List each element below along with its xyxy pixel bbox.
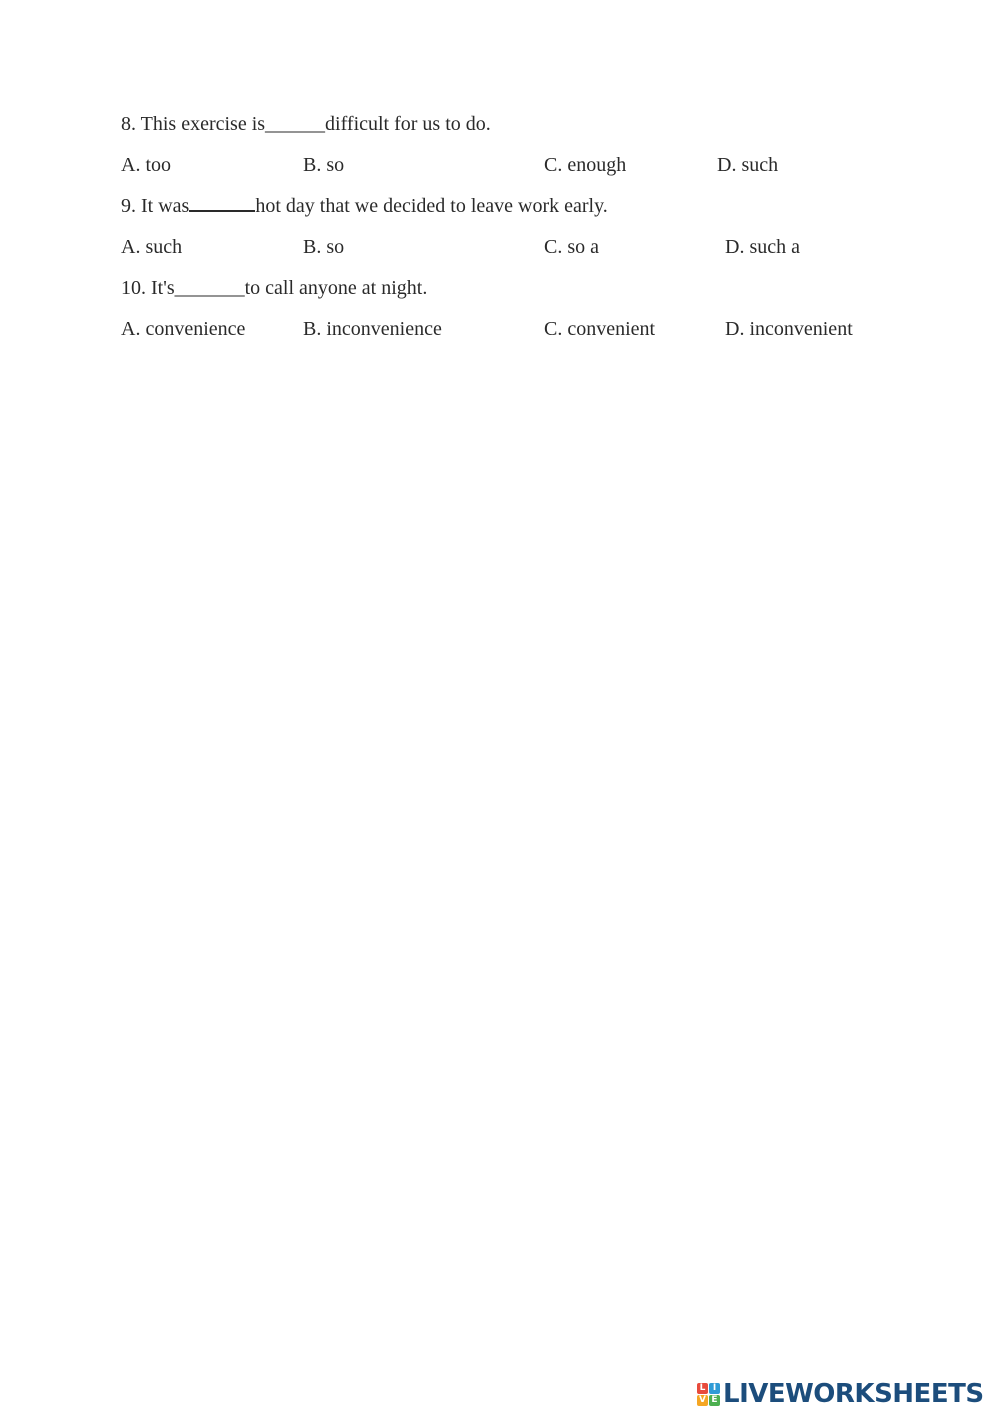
logo-letter: V [697,1395,708,1406]
question-number: 9. [121,195,136,217]
question-10 [121,276,427,300]
answer-blank [189,209,255,212]
option-b: B. inconvenience [303,318,442,340]
liveworksheets-logo [697,1379,984,1409]
question-number: 8. [121,113,136,135]
option-c: C. convenient [544,318,656,340]
question-number: 10. [121,277,146,299]
option-a: A. such [121,236,183,258]
logo-letter: L [697,1383,708,1394]
question-text-after: hot day that we decided to leave work early. [255,195,608,217]
answer-blank: ______ [265,113,326,135]
option-d: D. such a [725,236,800,258]
logo-letter: E [709,1395,720,1406]
answer-blank: _______ [174,277,245,299]
option-c: C. enough [544,154,627,176]
question-text-after: to call anyone at night. [244,277,428,299]
option-c: C. so a [544,236,599,258]
question-text-after: difficult for us to do. [325,113,491,135]
question-9 [121,194,608,218]
question-text-before: It was [141,195,190,217]
logo-letter: I [709,1383,720,1394]
logo-mark-icon [697,1383,720,1406]
question-text-before: It's [151,277,175,299]
option-b: B. so [303,236,345,258]
option-a: A. convenience [121,318,246,340]
option-b: B. so [303,154,345,176]
question-text-before: This exercise is [140,113,266,135]
option-d: D. such [717,154,779,176]
option-d: D. inconvenient [725,318,853,340]
option-a: A. too [121,154,171,176]
logo-text: LIVEWORKSHEETS [723,1379,984,1409]
question-8 [121,112,491,136]
